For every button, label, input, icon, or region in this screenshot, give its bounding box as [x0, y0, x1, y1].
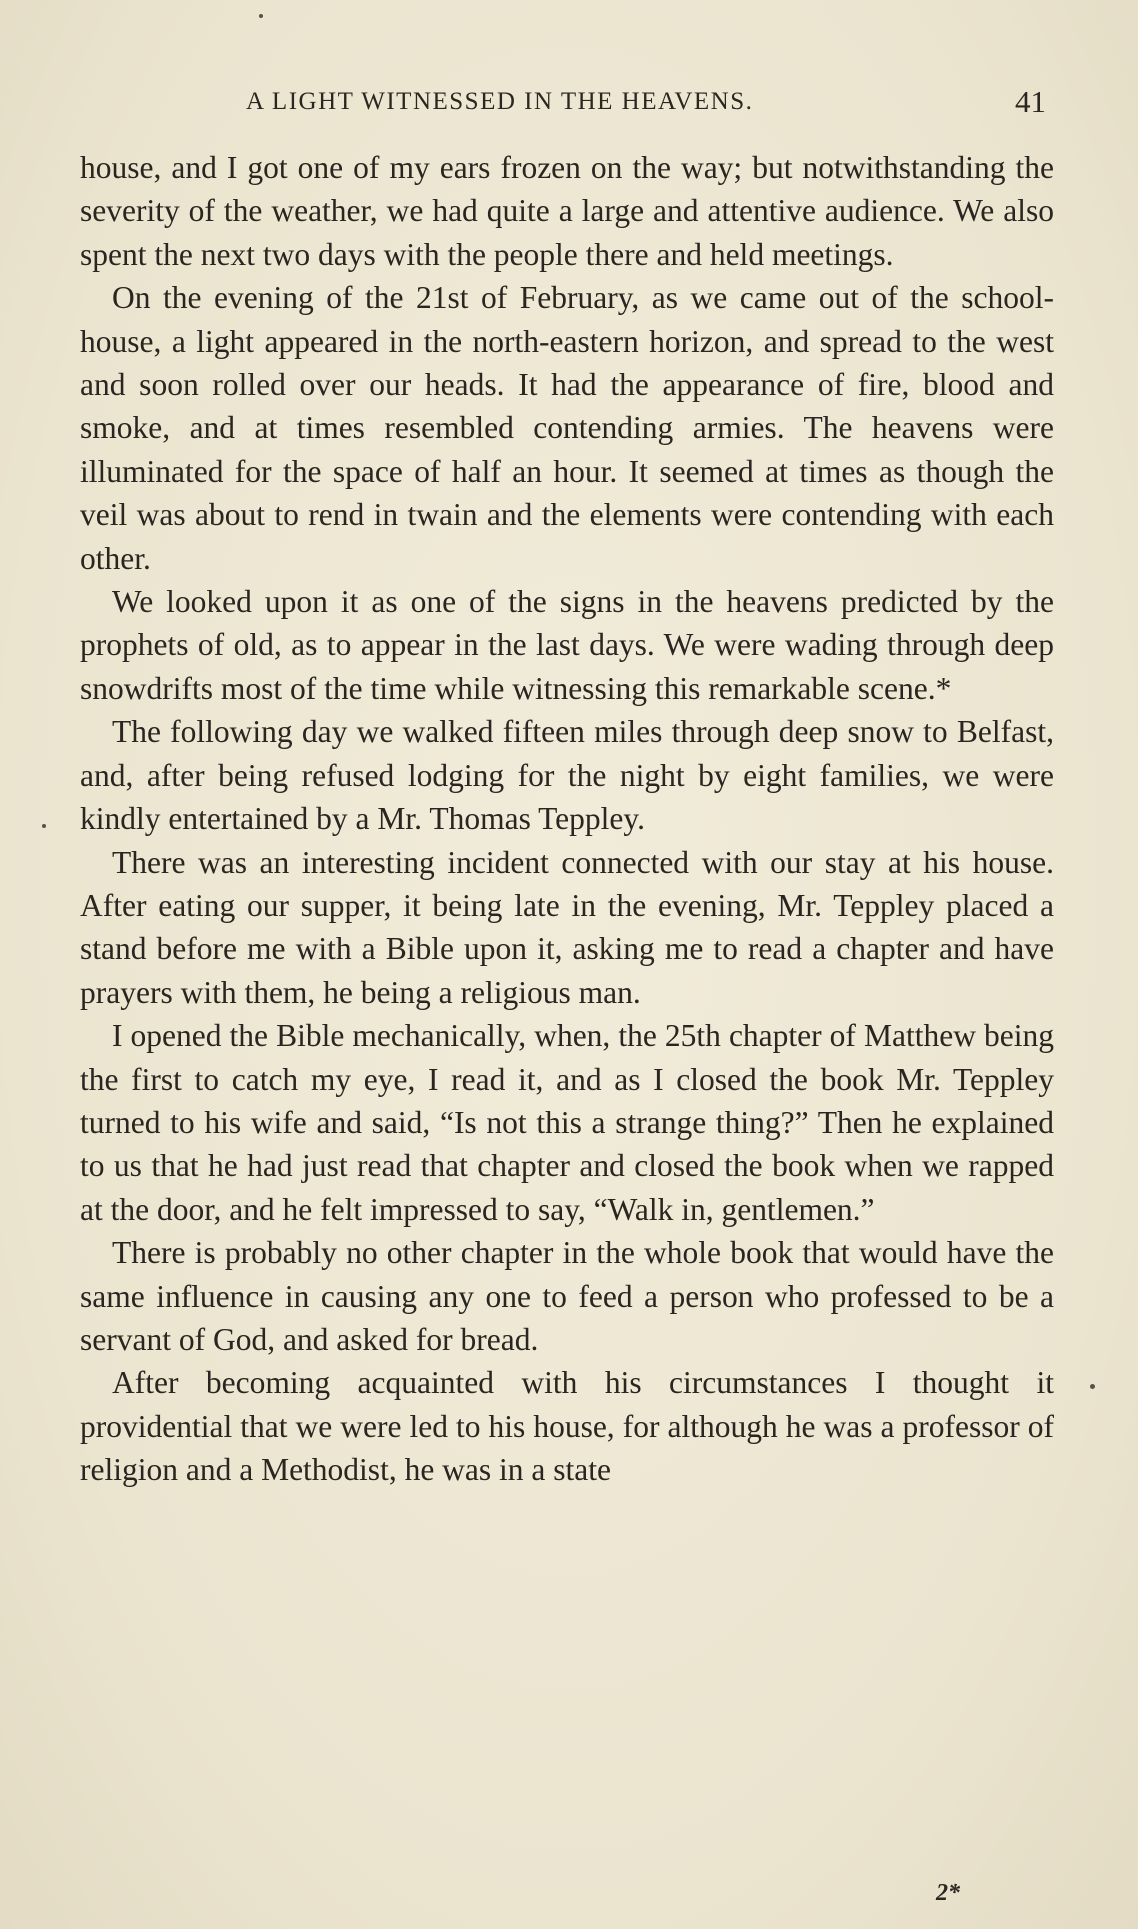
paragraph-1: house, and I got one of my ears frozen on the way; but notwithstanding the severity of the weather, we had quite a large and attentive audience. We also spent the next two days with the people there and held meetings. [80, 150, 1054, 272]
running-head: A LIGHT WITNESSED IN THE HEAVENS. [246, 88, 754, 115]
signature-mark: 2* [936, 1880, 960, 1906]
ink-speck [1090, 1384, 1095, 1389]
paragraph-4: The following day we walked fifteen miles through deep snow to Belfast, and, after being refused lodging for the night by eight families, we were kindly entertained by a Mr. Thomas Teppley. [80, 714, 1054, 837]
page-number: 41 [1015, 84, 1046, 119]
body-text [80, 146, 1054, 1492]
paragraph-3: We looked upon it as one of the signs in the heavens predicted by the prophets of old, as to appear in the last days. We were wading through deep snowdrifts most of the time while witnessing this remarkable scene.* [80, 584, 1054, 706]
paragraph-7: There is probably no other chapter in the whole book that would have the same influence in causing any one to feed a person who professed to be a servant of God, and asked for bread. [80, 1235, 1054, 1357]
paragraph-5: There was an interesting incident connected with our stay at his house. After eating our supper, it being late in the evening, Mr. Teppley placed a stand before me with a Bible upon it, asking me to read a chapter and have prayers with them, he being a religious man. [80, 844, 1054, 1010]
ink-speck [259, 14, 263, 18]
ink-speck [42, 824, 46, 828]
paragraph-8: After becoming acquainted with his circumstances I thought it providential that we were led to his house, for although he was a professor of religion and a Methodist, he was in a state [80, 1365, 1054, 1488]
paragraph-6: I opened the Bible mechanically, when, the 25th chapter of Matthew being the first to catch my eye, I read it, and as I closed the book Mr. Teppley turned to his wife and said, “Is not this a strange thing?” Then he explained to us that he had just read that chapter and closed the book when we rapped at the door, and he felt impressed to say, “Walk in, gentlemen.” [80, 1018, 1054, 1227]
paragraph-2: On the evening of the 21st of February, as we came out of the school-house, a light appeared in the north-eastern horizon, and spread to the west and soon rolled over our heads. It had the appearance of fire, blood and smoke, and at times resembled contending armies. The heavens were illuminated for the space of half an hour. It seemed at times as though the veil was about to rend in twain and the elements were contending with each other. [80, 280, 1054, 576]
